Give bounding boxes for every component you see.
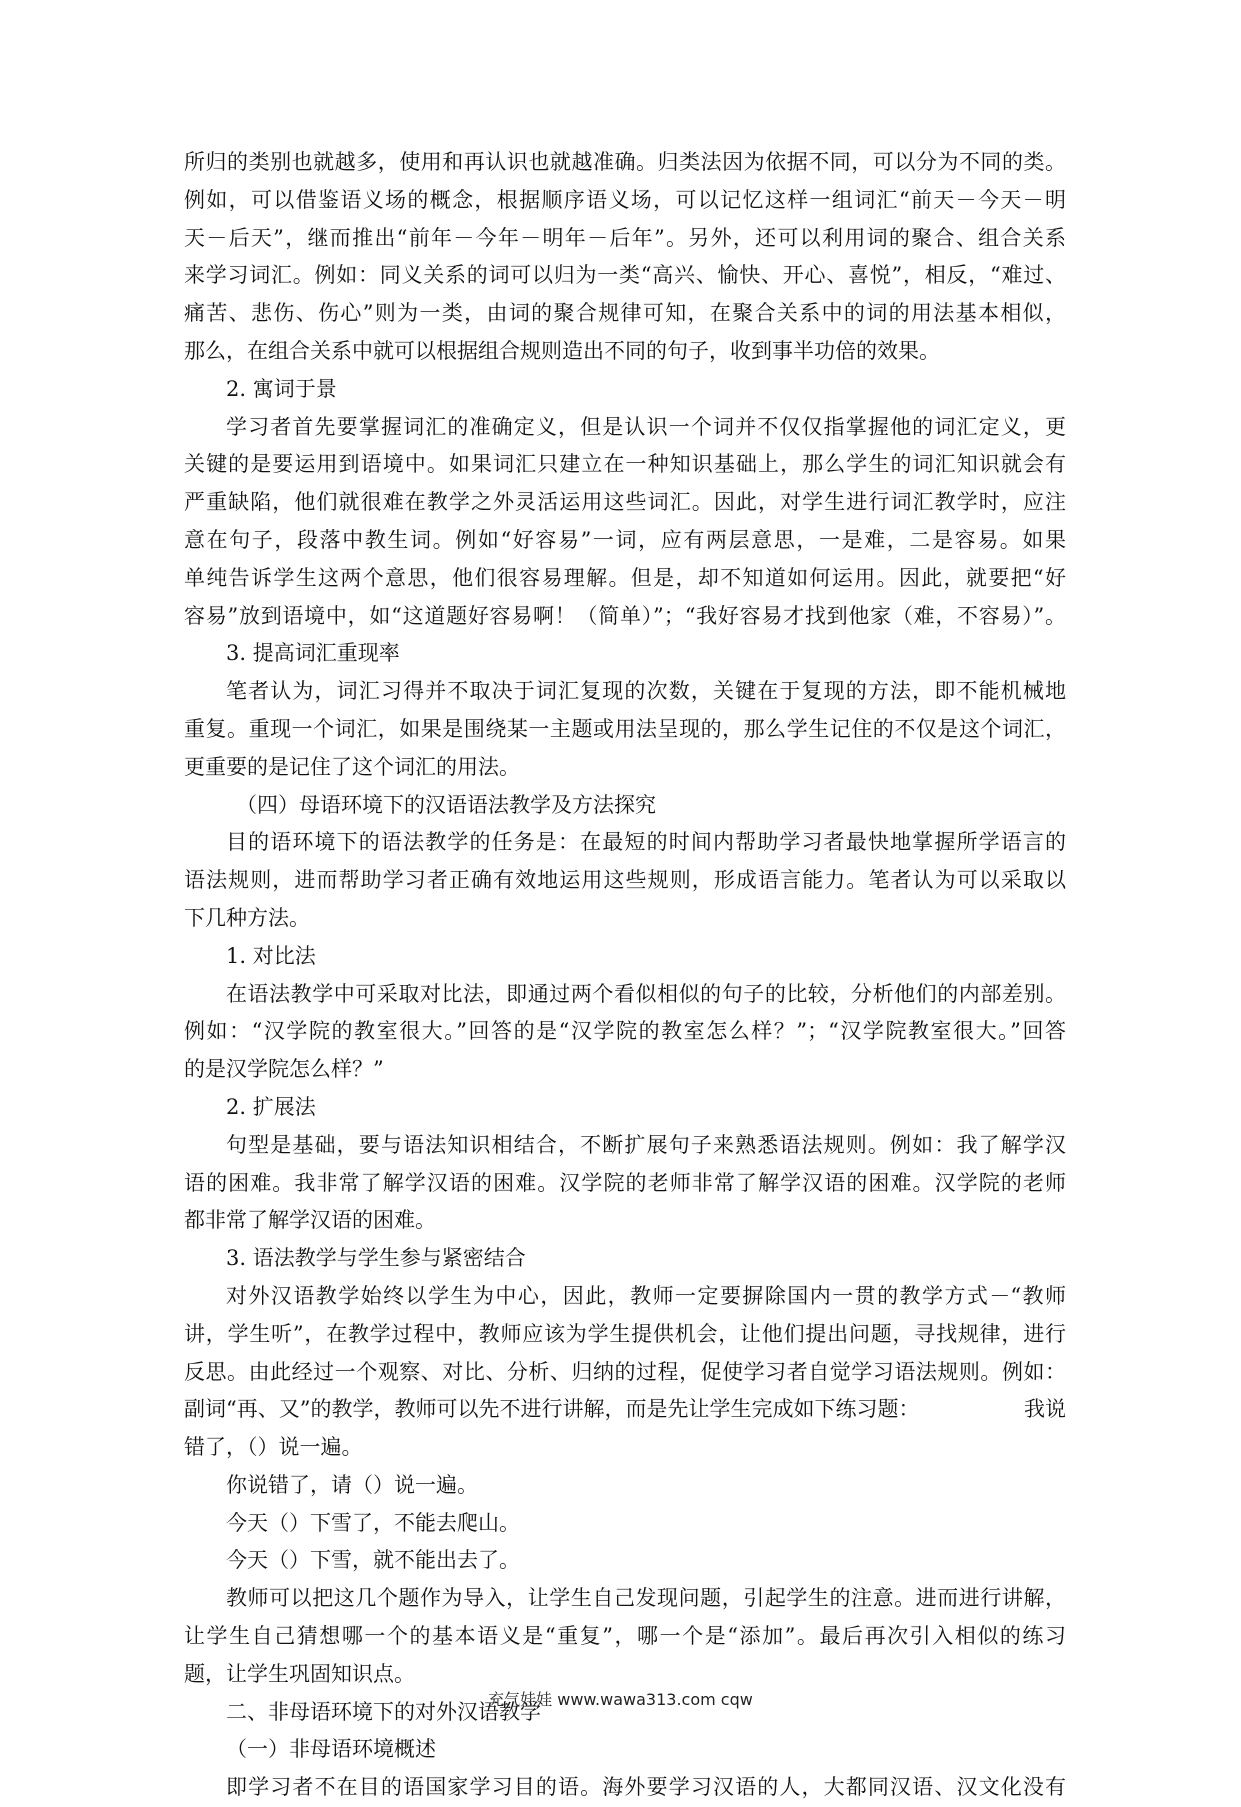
text-line: 意在句子，段落中教生词。例如“好容易”一词，应有两层意思，一是难，二是容易。如果	[184, 527, 1066, 552]
text-line: 语的困难。我非常了解学汉语的困难。汉学院的老师非常了解学汉语的困难。汉学院的老师	[184, 1170, 1066, 1195]
text-line: 更重要的是记住了这个词汇的用法。	[184, 754, 520, 779]
text-fragment: 副词“再、又”的教学，教师可以先不进行讲解，而是先让学生完成如下练习题：	[184, 1397, 920, 1422]
text-line: 笔者认为，词汇习得并不取决于词汇复现的次数，关键在于复现的方法，即不能机械地	[226, 679, 1066, 704]
text-line: 那么，在组合关系中就可以根据组合规则造出不同的句子，收到事半功倍的效果。	[184, 338, 940, 363]
text-line: 痛苦、悲伤、伤心”则为一类，由词的聚合规律可知，在聚合关系中的词的用法基本相似，	[184, 301, 1066, 326]
section-heading: 1. 对比法	[226, 943, 316, 968]
exercise-item: 今天（）下雪，就不能出去了。	[226, 1548, 520, 1573]
text-line: 严重缺陷，他们就很难在教学之外灵活运用这些词汇。因此，对学生进行词汇教学时，应注	[184, 490, 1066, 515]
text-line: 让学生自己猜想哪一个的基本语义是“重复”，哪一个是“添加”。最后再次引入相似的练习	[184, 1624, 1066, 1649]
exercise-item: 今天（）下雪了，不能去爬山。	[226, 1510, 520, 1535]
page-footer: 充气娃娃 www.wawa313.com cqw	[488, 1690, 753, 1709]
text-line: 单纯告诉学生这两个意思，他们很容易理解。但是，却不知道如何运用。因此，就要把“好	[184, 565, 1066, 590]
text-fragment: 我说	[1024, 1397, 1066, 1422]
section-heading: 2. 扩展法	[226, 1094, 316, 1119]
body-text	[184, 144, 1066, 1807]
section-heading: 2. 寓词于景	[226, 376, 337, 401]
text-line: 下几种方法。	[184, 905, 310, 930]
text-line: 反思。由此经过一个观察、对比、分析、归纳的过程，促使学习者自觉学习语法规则。例如：	[184, 1359, 1066, 1384]
section-heading: 3. 语法教学与学生参与紧密结合	[226, 1246, 526, 1271]
text-line: 在语法教学中可采取对比法，即通过两个看似相似的句子的比较，分析他们的内部差别。	[226, 981, 1066, 1006]
text-line: 句型是基础，要与语法知识相结合，不断扩展句子来熟悉语法规则。例如：我了解学汉	[226, 1132, 1066, 1157]
text-line: 教师可以把这几个题作为导入，让学生自己发现问题，引起学生的注意。进而进行讲解，	[226, 1586, 1066, 1611]
text-line: 关键的是要运用到语境中。如果词汇只建立在一种知识基础上，那么学生的词汇知识就会有	[184, 452, 1066, 477]
exercise-item: 你说错了，请（）说一遍。	[226, 1472, 478, 1497]
text-line: 题，让学生巩固知识点。	[184, 1661, 415, 1686]
text-line: 所归的类别也就越多，使用和再认识也就越准确。归类法因为依据不同，可以分为不同的类。	[184, 150, 1066, 174]
text-line: 重复。重现一个词汇，如果是围绕某一主题或用法呈现的，那么学生记住的不仅是这个词汇，	[184, 716, 1066, 741]
text-line: 天－后天”，继而推出“前年－今年－明年－后年”。另外，还可以利用词的聚合、组合关系	[184, 225, 1066, 250]
text-line: 例如：“汉学院的教室很大。”回答的是“汉学院的教室怎么样？”；“汉学院教室很大。”回答	[184, 1019, 1066, 1044]
text-line: 来学习词汇。例如：同义关系的词可以归为一类“高兴、愉快、开心、喜悦”，相反，“难过、	[184, 263, 1066, 288]
text-line: 对外汉语教学始终以学生为中心，因此，教师一定要摒除国内一贯的教学方式－“教师	[226, 1283, 1066, 1308]
section-heading: 3. 提高词汇重现率	[226, 641, 400, 666]
text-line: 讲，学生听”，在教学过程中，教师应该为学生提供机会，让他们提出问题，寻找规律，进行	[184, 1321, 1066, 1346]
section-heading: （四）母语环境下的汉语语法教学及方法探究	[236, 792, 656, 817]
text-line: 目的语环境下的语法教学的任务是：在最短的时间内帮助学习者最快地掌握所学语言的	[226, 830, 1066, 855]
text-line	[184, 1391, 1066, 1429]
section-heading: （一）非母语环境概述	[226, 1737, 436, 1762]
section-heading: 二、非母语环境下的对外汉语教学	[226, 1699, 541, 1724]
text-line: 的是汉学院怎么样？”	[184, 1057, 384, 1082]
text-line: 错了，（）说一遍。	[184, 1435, 363, 1460]
text-line: 都非常了解学汉语的困难。	[184, 1208, 436, 1233]
text-line: 容易”放到语境中，如“这道题好容易啊！（简单）”；“我好容易才找到他家（难，不容易）”。	[184, 603, 1066, 628]
text-line: 例如，可以借鉴语义场的概念，根据顺序语义场，可以记忆这样一组词汇“前天－今天－明	[184, 187, 1066, 212]
text-line: 语法规则，进而帮助学习者正确有效地运用这些规则，形成语言能力。笔者认为可以采取以	[184, 868, 1066, 893]
text-line: 即学习者不在目的语国家学习目的语。海外要学习汉语的人，大都同汉语、汉文化没有	[226, 1775, 1066, 1800]
text-line: 学习者首先要掌握词汇的准确定义，但是认识一个词并不仅仅指掌握他的词汇定义，更	[226, 414, 1066, 439]
